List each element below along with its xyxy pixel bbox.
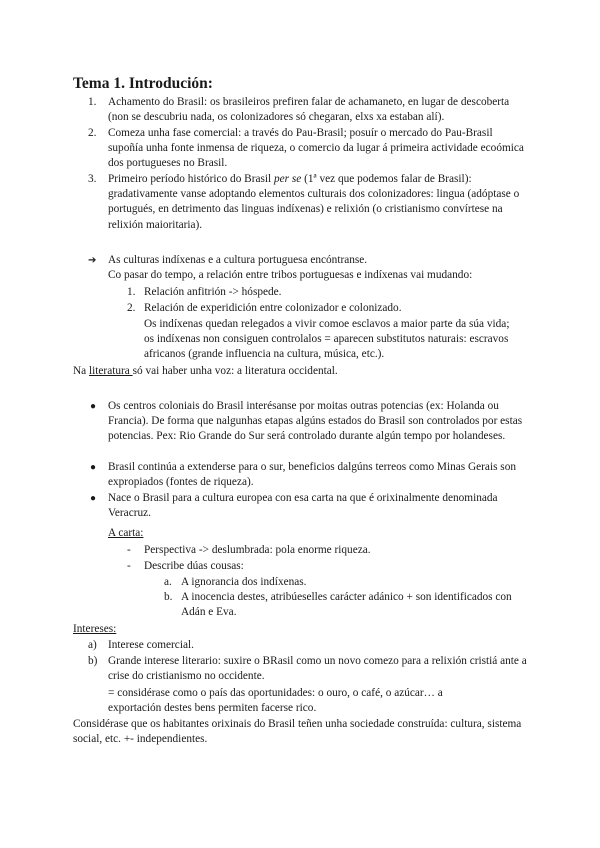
list-number: 2.: [88, 127, 97, 139]
intereses-item-comercial: Interese comercial.: [108, 639, 194, 651]
sub-item-anfitrion: Relación anfitrión -> hóspede.: [144, 286, 282, 298]
carta-item-perspectiva: Perspectiva -> deslumbrada: pola enorme riqueza.: [144, 544, 371, 556]
carta-heading: A carta:: [108, 527, 144, 539]
list-letter: a.: [164, 576, 172, 588]
list-number: 3.: [88, 173, 97, 185]
bullet-item-brasil-continua: Brasil continúa a extenderse para o sur, beneficios dalgúns terreos como Minas Gerais son expropiados (fontes de riqueza).: [108, 461, 516, 489]
dash-marker: -: [127, 560, 131, 572]
carta-item-describe: Describe dúas cousas:: [144, 560, 244, 572]
bullet-icon: ●: [90, 401, 97, 412]
list-item-fase-comercial: Comeza unha fase comercial: a través do Pau-Brasil; posuír o mercado do Pau-Brasil supoñía unha fonte inmensa de riqueza, o comercio da lugar á primeira actividade ecoómica dos portugueses no Brasil.: [108, 127, 524, 170]
list-number: 1.: [88, 96, 97, 108]
bullet-item-nace-brasil: Nace o Brasil para a cultura europea con esa carta na que é orixinalmente denominada Veracruz.: [108, 492, 498, 520]
text-run: só vai haber unha voz: a literatura occidental.: [132, 365, 338, 377]
bullet-icon: ●: [90, 493, 97, 504]
intereses-item-literario: Grande interese literario: suxire o BRasil como un novo comezo para a relixión cristiá ante a crise do cristianismo no occidente.: [108, 655, 527, 683]
list-number: 1.: [127, 286, 136, 298]
arrow-icon: ➔: [88, 255, 97, 266]
list-letter: b): [88, 655, 98, 667]
intereses-heading: Intereses:: [73, 623, 117, 635]
list-letter: b.: [164, 591, 173, 603]
intereses-item-note: = considérase como o país das oportunidades: o ouro, o café, o azúcar… a exportación destes bens permiten facerse rico.: [108, 687, 443, 715]
bullet-item-centros-coloniais: Os centros coloniais do Brasil interésanse por moitas outras potencias (ex: Holanda ou Francia). De forma que nalgunhas etapas algúns estados do Brasil son controlados por estas potencias. Pex: Rio Grande do Sur será controlado durante algún tempo por holandeses.: [108, 400, 523, 443]
text-run: Na: [73, 365, 89, 377]
list-item-periodo-historico: [108, 172, 528, 233]
list-item-achamento: Achamento do Brasil: os brasileiros prefiren falar de achamaneto, en lugar de descoberta (non se descubriu nada, os colonizadores só chegaran, elxs xa estaban alí).: [108, 96, 510, 124]
page-title: Tema 1. Introdución:: [73, 75, 213, 92]
arrow-line: Co pasar do tempo, a relación entre tribos portuguesas e indíxenas vai mudando:: [108, 269, 473, 281]
underlined-text: literatura: [89, 365, 133, 377]
text-run: (1ª vez que podemos falar de Brasil): gradativamente vanse adoptando elementos culturais dos colonizadores: lingua (adóptase o portugués, en detrimento das linguas indíxenas) e relixión (o cristianismo convírtese na relixión maioritaria).: [108, 173, 520, 231]
italic-text: per se: [273, 173, 302, 185]
carta-subitem-ignorancia: A ignorancia dos indíxenas.: [181, 576, 307, 588]
dash-marker: -: [127, 544, 131, 556]
text-run: Primeiro período histórico do Brasil: [108, 173, 274, 185]
bullet-icon: ●: [90, 462, 97, 473]
carta-subitem-inocencia: A inocencia destes, atribúeselles carácter adánico + son identificados con Adán e Eva.: [181, 591, 512, 619]
sub-item-note: Os indíxenas quedan relegados a vivir comoe esclavos a maior parte da súa vida; os indíxenas non consiguen controlalos = aparecen substitutos naturais: escravos africanos (grande influencia na cultura, música, etc.).: [144, 318, 510, 361]
sub-item-experidicion: Relación de experidición entre colonizador e colonizado.: [144, 302, 402, 314]
list-letter: a): [88, 639, 97, 651]
list-number: 2.: [127, 302, 136, 314]
arrow-line: As culturas indíxenas e a cultura portuguesa encóntranse.: [108, 254, 368, 266]
closing-paragraph: Considérase que os habitantes orixinais do Brasil teñen unha sociedade construída: cultura, sistema social, etc. +- independientes.: [73, 718, 522, 746]
literature-line: [73, 364, 543, 379]
